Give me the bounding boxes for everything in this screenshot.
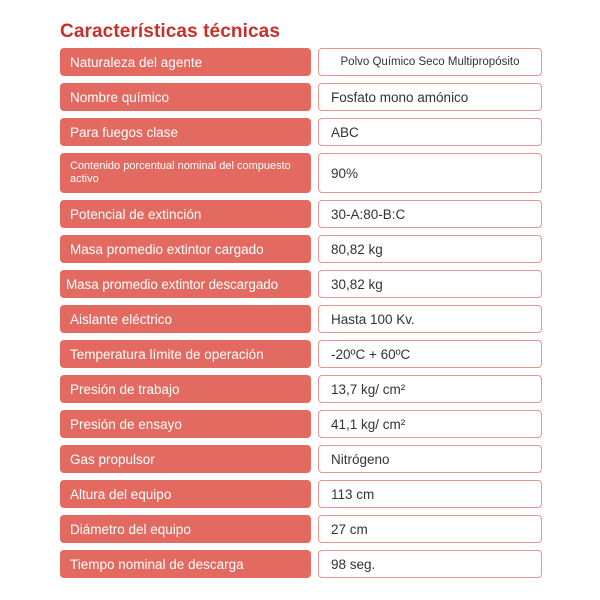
spec-label: Nombre químico (60, 83, 311, 111)
spec-label: Masa promedio extintor descargado (60, 270, 311, 298)
spec-row-electrical-insulation (60, 305, 542, 333)
spec-value: Fosfato mono amónico (318, 83, 542, 111)
spec-value: 98 seg. (318, 550, 542, 578)
spec-value: 41,1 kg/ cm² (318, 410, 542, 438)
spec-label: Gas propulsor (60, 445, 311, 473)
spec-label: Presión de trabajo (60, 375, 311, 403)
spec-label: Naturaleza del agente (60, 48, 311, 76)
spec-value: 30-A:80-B:C (318, 200, 542, 228)
spec-label: Presión de ensayo (60, 410, 311, 438)
spec-value: Nitrógeno (318, 445, 542, 473)
spec-row-temperature-limit (60, 340, 542, 368)
spec-row-test-pressure (60, 410, 542, 438)
spec-row-working-pressure (60, 375, 542, 403)
spec-value: 90% (318, 153, 542, 193)
spec-row-equipment-height (60, 480, 542, 508)
spec-label: Contenido porcentual nominal del compuesto activo (60, 153, 311, 193)
spec-value: 13,7 kg/ cm² (318, 375, 542, 403)
spec-label: Altura del equipo (60, 480, 311, 508)
spec-value: 113 cm (318, 480, 542, 508)
spec-value: -20ºC + 60ºC (318, 340, 542, 368)
spec-row-equipment-diameter (60, 515, 542, 543)
spec-row-active-content (60, 153, 542, 193)
spec-row-chemical-name (60, 83, 542, 111)
spec-value: 80,82 kg (318, 235, 542, 263)
spec-label: Diámetro del equipo (60, 515, 311, 543)
spec-value: Hasta 100 Kv. (318, 305, 542, 333)
spec-row-extinction-potential (60, 200, 542, 228)
spec-row-propellant-gas (60, 445, 542, 473)
spec-row-agent-nature (60, 48, 542, 76)
spec-row-discharge-time (60, 550, 542, 578)
spec-label: Potencial de extinción (60, 200, 311, 228)
spec-label: Para fuegos clase (60, 118, 311, 146)
spec-label: Temperatura límite de operación (60, 340, 311, 368)
spec-label: Masa promedio extintor cargado (60, 235, 311, 263)
spec-row-loaded-mass (60, 235, 542, 263)
spec-row-fire-class (60, 118, 542, 146)
page-title: Características técnicas (60, 21, 280, 42)
spec-value: ABC (318, 118, 542, 146)
spec-label: Tiempo nominal de descarga (60, 550, 311, 578)
spec-value: 30,82 kg (318, 270, 542, 298)
spec-value: Polvo Químico Seco Multipropósito (318, 48, 542, 76)
spec-row-unloaded-mass (60, 270, 542, 298)
spec-value: 27 cm (318, 515, 542, 543)
spec-label: Aislante eléctrico (60, 305, 311, 333)
